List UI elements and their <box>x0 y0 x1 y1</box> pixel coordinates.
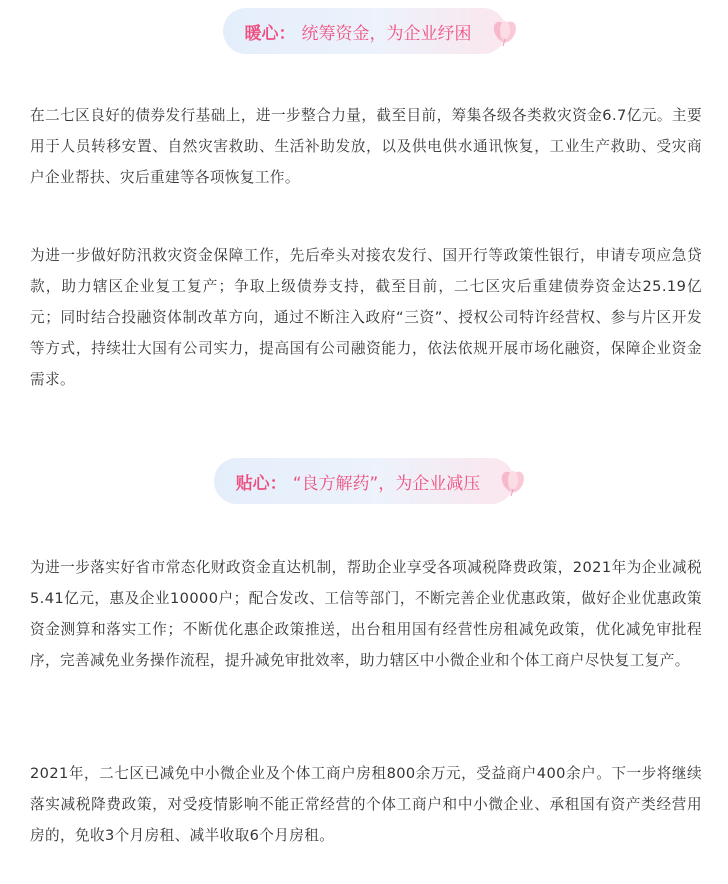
section-heading-1 <box>223 8 506 54</box>
paragraph-4: 2021年，二七区已减免中小微企业及个体工商户房租800余万元，受益商户400余户。下一步将继续落实减税降费政策，对受疫情影响不能正常经营的个体工商户和中小微企业、承租国有资产类经营用房的，免收3个月房租、减半收取6个月房租。 <box>30 765 702 844</box>
flower-icon <box>498 467 530 497</box>
paragraph-1: 在二七区良好的债券发行基础上，进一步整合力量，截至目前，筹集各级各类救灾资金6.7亿元。主要用于人员转移安置、自然灾害救助、生活补助发放，以及供电供水通讯恢复，工业生产救助、受灾商户企业帮扶、灾后重建等各项恢复工作。 <box>30 107 702 186</box>
section-heading-2 <box>214 458 515 504</box>
section-heading-2-wrap <box>0 458 728 504</box>
section-heading-1-keyword: 暖心： <box>244 23 296 44</box>
section-heading-1-text: 统筹资金，为企业纾困 <box>301 23 472 44</box>
paragraph-2: 为进一步做好防汛救灾资金保障工作，先后牵头对接农发行、国开行等政策性银行，申请专项应急贷款，助力辖区企业复工复产；争取上级债券支持，截至目前，二七区灾后重建债券资金达25.19亿元；同时结合投融资体制改革方向，通过不断注入政府“三资”、授权公司特许经营权、参与片区开发等方式，持续壮大国有公司实力，提高国有公司融资能力，依法依规开展市场化融资，保障企业资金需求。 <box>30 247 702 388</box>
section-heading-2-keyword: 贴心： <box>235 473 287 494</box>
paragraph-3: 为进一步落实好省市常态化财政资金直达机制，帮助企业享受各项减税降费政策，2021年为企业减税5.41亿元，惠及企业10000户；配合发改、工信等部门，不断完善企业优惠政策，做好企业优惠政策资金测算和落实工作；不断优化惠企政策推送，出台租用国有经营性房租减免政策，优化减免审批程序，完善减免业务操作流程，提升减免审批效率，助力辖区中小微企业和个体工商户尽快复工复产。 <box>30 559 702 669</box>
flower-icon <box>490 17 522 47</box>
section-heading-2-text: “良方解药”，为企业减压 <box>292 473 481 494</box>
section-heading-1-wrap <box>0 8 728 54</box>
